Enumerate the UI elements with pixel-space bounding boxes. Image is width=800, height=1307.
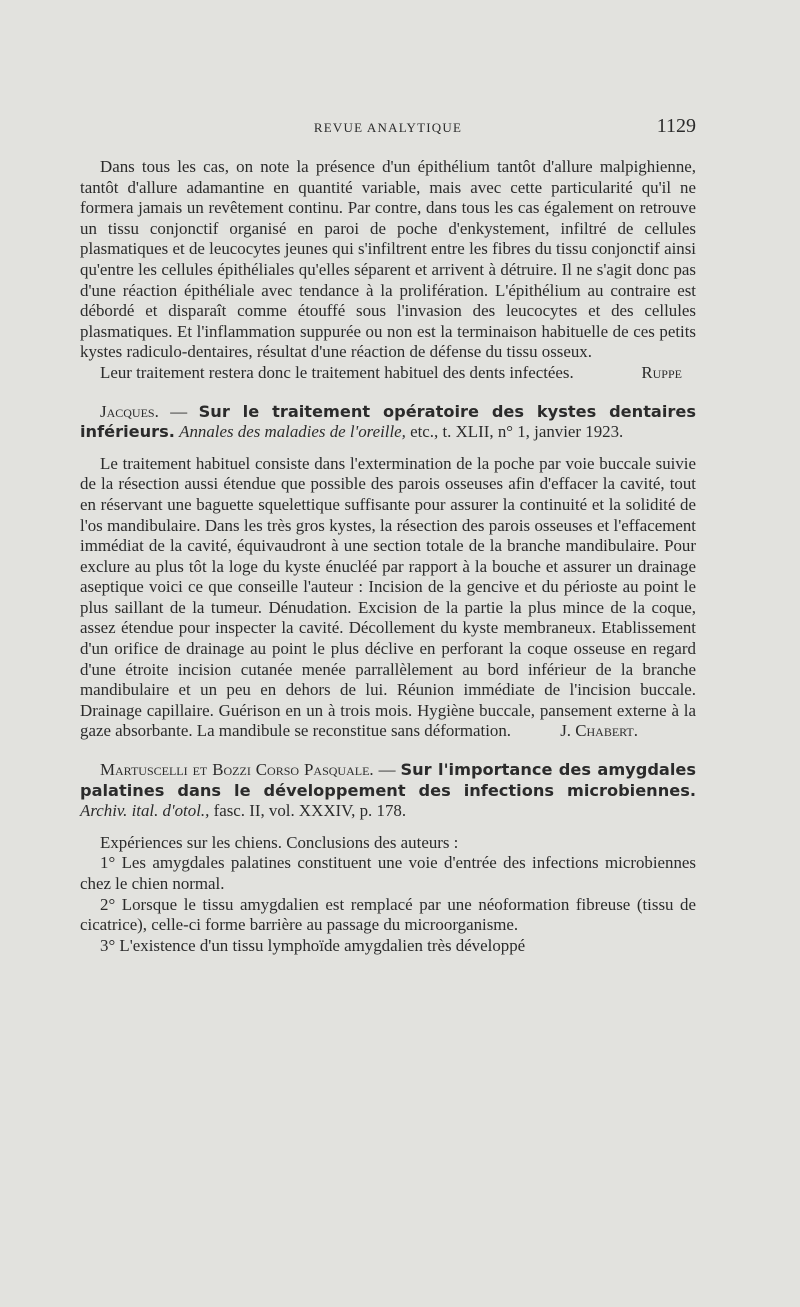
review-ruppe <box>80 157 696 384</box>
review-jacques-body <box>80 454 696 742</box>
journal-name: Archiv. ital. d'otol., <box>80 801 210 821</box>
page-header <box>80 115 696 142</box>
reviewer-signature: J. Chabert. <box>560 721 638 741</box>
journal-name: Annales des maladies de l'oreille, <box>179 422 406 442</box>
review-heading <box>80 760 696 822</box>
author-name: Jacques. <box>100 401 159 421</box>
review-heading <box>80 402 696 443</box>
author-name: Martuscelli et Bozzi Corso Pasquale. <box>100 760 374 780</box>
paragraph: Le traitement habituel consiste dans l'extermination de la poche par voie buccale suivie de la résection aussi étendue que possible des parois osseuses afin d'effacer la cavité, tout en réservant une baguette squelettique suffisante pour assurer la continuité et la solidité de l'os mandibulaire. Dans les très gros kystes, la résection des parois osseuses et l'effacement immédiat de la cavité, équivaudront à une section totale de la branche mandibulaire. Pour exclure au plus tôt la loge du kyste énucléé par rapport à la bouche et assurer un drainage aseptique voici ce que conseille l'auteur : Incision de la gencive et du périoste au point le plus saillant de la tumeur. Dénudation. Excision de la partie la plus mince de la coque, assez étendue pour inspecter la cavité. Décollement du kyste membraneux. Etablissement d'un orifice de drainage au point le plus déclive en perforant la coque osseuse en regard d'une étroite incision cutanée menée parrallèlement au bord inférieur de la branche mandibulaire et un peu en dehors de lui. Réunion immédiate de l'incision buccale. Drainage capillaire. Guérison en un à trois mois. Hygiène buccale, pansement externe à la gaze absorbante. La mandibule se reconstitue sans déformation. <box>80 453 696 741</box>
review-jacques <box>80 402 696 443</box>
separator: — <box>158 401 199 421</box>
citation: fasc. II, vol. XXXIV, p. 178. <box>209 801 407 821</box>
page-number: 1129 <box>656 115 696 137</box>
paragraph: Dans tous les cas, on note la présence d'un épithélium tantôt d'allure malpighienne, tantôt d'allure adamantine en quantité variable, mais avec cette particularité qu'il ne formera jamais un revêtement continu. Par contre, dans tous les cas également on retrouve un tissu conjonctif organisé en paroi de poche d'enkystement, infiltré de cellules plasmatiques et de leucocytes jeunes qui s'infiltrent entre les fibres du tissu conjonctif ainsi qu'entre les cellules épithéliales qu'elles séparent et arrivent à détruire. Il ne s'agit donc pas d'une réaction épithéliale avec tendance à la prolifération. L'épithélium au contraire est débordé et disparaît comme étouffé sous l'invasion des leucocytes et des cellules plasmatiques. Et l'inflammation suppurée ou non est la terminaison habituelle de ces petits kystes radiculo-dentaires, résultat d'une réaction de défense du tissu osseux. <box>80 157 696 362</box>
separator: — <box>373 760 401 780</box>
page-body <box>80 157 696 956</box>
reviewer-signature: Ruppe <box>641 362 682 382</box>
paragraph: Expériences sur les chiens. Conclusions des auteurs : <box>100 832 459 852</box>
list-item: 1° Les amygdales palatines constituent une voie d'entrée des infections microbiennes chez le chien normal. <box>80 853 696 893</box>
article-title: Sur le traitement opératoire des kystes dentaires inférieurs. <box>80 401 696 442</box>
running-head: REVUE ANALYTIQUE <box>313 120 463 135</box>
citation: etc., t. XLII, n° 1, janvier 1923. <box>405 422 624 442</box>
list-item: 3° L'existence d'un tissu lymphoïde amygdalien très développé <box>100 935 526 955</box>
article-title: Sur l'importance des amygdales palatines dans le développement des infections microbiennes. <box>80 760 696 800</box>
review-martuscelli <box>80 760 696 822</box>
paragraph: Leur traitement restera donc le traitement habituel des dents infectées. <box>100 362 574 382</box>
review-martuscelli-body <box>80 833 696 957</box>
list-item: 2° Lorsque le tissu amygdalien est remplacé par une néoformation fibreuse (tissu de cicatrice), celle-ci forme barrière au passage du microorganisme. <box>80 894 696 935</box>
